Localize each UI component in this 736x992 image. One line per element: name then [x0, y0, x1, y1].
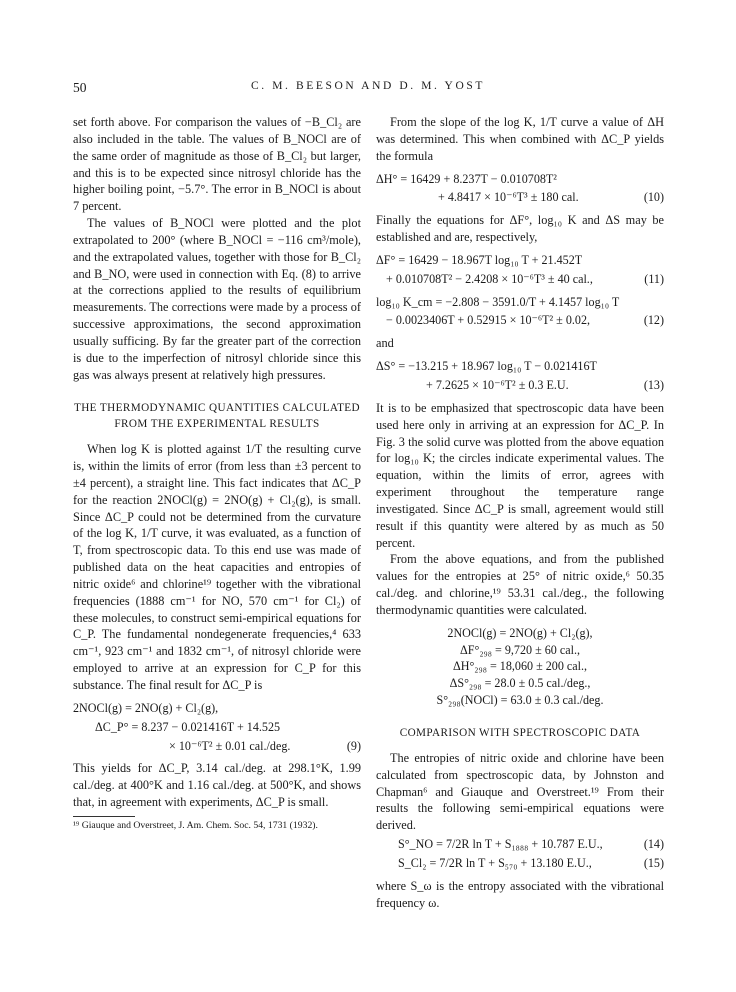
footnote-rule: [73, 816, 135, 817]
paragraph: When log K is plotted against 1/T the resulting curve is, within the limits of error (from less than ±3 percent to ±4 percent), a straight line. This fact indicates that ΔC_P for the reaction 2NOCl(g) = 2NO(g) + Cl₂(g), is small. Since ΔC_P could not be determined from the curvature of the log K, 1/T curve, it was evaluated, as a function of T, from spectroscopic data. To this end use was made of published data on the heat capacities and entropies of nitric oxide⁶ and chlorine¹⁹ together with the vibrational frequencies (1888 cm⁻¹ for NO, 570 cm⁻¹ for Cl₂) of these molecules, to construct semi-empirical equations for C_P. The fundamental nondegenerate frequencies,⁴ 633 cm⁻¹, 923 cm⁻¹ and 1832 cm⁻¹, of nitrosyl chloride were employed to arrive at an expression for C_P for this substance. The final result for ΔC_P is: [73, 442, 361, 692]
result-line: 2NOCl(g) = 2NO(g) + Cl₂(g),: [447, 625, 593, 640]
equation-line: ΔC_P° = 8.237 − 0.021416T + 14.525: [95, 719, 281, 734]
equation-10: [376, 171, 664, 207]
paragraph: Finally the equations for ΔF°, log₁₀ K and ΔS may be established and are, respectively,: [376, 213, 664, 245]
footnote: ¹⁹ Giauque and Overstreet, J. Am. Chem. Soc. 54, 1731 (1932).: [73, 819, 318, 831]
page-header: [73, 80, 663, 98]
page-number: 50: [73, 80, 87, 95]
equation-11: [376, 252, 664, 288]
right-column: [376, 114, 664, 911]
equation-text: − 0.0023406T + 0.52915 × 10⁻⁶T² ± 0.02,: [386, 313, 591, 328]
running-head: C. M. BEESON AND D. M. YOST: [251, 80, 485, 92]
result-line: ΔS°₂₉₈ = 28.0 ± 0.5 cal./deg.,: [449, 676, 591, 691]
left-column: [73, 114, 361, 832]
equation-line: [376, 271, 664, 288]
equation-line: 2NOCl(g) = 2NO(g) + Cl₂(g),: [73, 700, 219, 715]
equation-number: (15): [643, 855, 664, 870]
equation-number: (9): [346, 738, 361, 753]
equation-number: (11): [644, 271, 664, 286]
equation-line: [376, 312, 664, 329]
paragraph: The values of B_NOCl were plotted and the plot extrapolated to 200° (where B_NOCl = −116 cm³/mole), and the extrapolated values, together with those for B_Cl₂ and B_NO, were used in connection with Eq. (8) to arrive at the corrections applied to the results of equilibrium measurements. The corrections were made by a process of successive approximations, the second approximation usually sufficing. By far the greater part of the correction is due to the imperfection of nitrosyl chloride since this gas was always present at relatively high pressures.: [73, 216, 361, 382]
equation-9: [73, 700, 361, 755]
equation-line: [376, 377, 664, 394]
equation-line: [376, 189, 664, 206]
equation-14: [376, 836, 664, 853]
paragraph: This yields for ΔC_P, 3.14 cal./deg. at 298.1°K, 1.99 cal./deg. at 400°K and 1.16 cal./deg. at 500°K, and shows that, in agreement with experiments, ΔC_P is small.: [73, 761, 361, 810]
paragraph: It is to be emphasized that spectroscopic data have been used here only in arriving at an expression for ΔC_P. In Fig. 3 the solid curve was plotted from the above equation for log₁₀ K; the circles indicate experimental values. The equation, within the limits of error, agrees with experiment throughout the temperature range investigated. Since ΔC_P is small, agreement would still result if this quantity were altered by as much as 50 percent.: [376, 400, 664, 550]
equation-line: ΔF° = 16429 − 18.967T log₁₀ T + 21.452T: [376, 252, 583, 267]
result-line: ΔH°₂₉₈ = 18,060 ± 200 cal.,: [452, 659, 588, 674]
section-heading: THE THERMODYNAMIC QUANTITIES CALCULATED FROM THE EXPERIMENTAL RESULTS: [73, 401, 361, 431]
equation-line: ΔS° = −13.215 + 18.967 log₁₀ T − 0.021416T: [376, 359, 597, 374]
equation-number: (12): [643, 313, 664, 328]
equation-number: (13): [643, 377, 664, 392]
paragraph: The entropies of nitric oxide and chlorine have been calculated from spectroscopic data, by Johnston and Chapman⁶ and Giauque and Overstreet.¹⁹ From their results the following semi-empirical equations were derived.: [376, 750, 664, 833]
result-line: ΔF°₂₉₈ = 9,720 ± 60 cal.,: [459, 642, 580, 657]
equation-text: × 10⁻⁶T² ± 0.01 cal./deg.: [169, 738, 291, 753]
equation-12: [376, 294, 664, 330]
equation-13: [376, 358, 664, 394]
paragraph: From the slope of the log K, 1/T curve a value of ΔH was determined. This when combined with ΔC_P yields the formula: [376, 115, 664, 163]
equation-text: S_Cl₂ = 7/2R ln T + S₅₇₀ + 13.180 E.U.,: [398, 855, 592, 870]
equation-text: S°_NO = 7/2R ln T + S₁₈₈₈ + 10.787 E.U.,: [398, 837, 603, 852]
result-line: S°₂₉₈(NOCl) = 63.0 ± 0.3 cal./deg.: [436, 693, 604, 708]
equation-line: [73, 738, 361, 755]
paragraph: From the above equations, and from the published values for the entropies at 25° of nitric oxide,⁶ 50.35 cal./deg. and chlorine,¹⁹ 53.31 cal./deg., the following thermodynamic quantities were calculated.: [376, 552, 664, 617]
paragraph: set forth above. For comparison the values of −B_Cl₂ are also included in the table. The values of B_NOCl are of the same order of magnitude as those of B_Cl₂ but larger, and this is to be expected since nitrosyl chloride has the higher boiling point, −5.7°. The error in B_NOCl is about 7 percent.: [73, 115, 361, 214]
equation-15: [376, 855, 664, 872]
paragraph: and: [376, 336, 394, 351]
equation-line: ΔH° = 16429 + 8.237T − 0.010708T²: [376, 171, 557, 186]
paragraph: where S_ω is the entropy associated with the vibrational frequency ω.: [376, 878, 664, 910]
equation-text: + 0.010708T² − 2.4208 × 10⁻⁶T³ ± 40 cal.,: [386, 271, 593, 286]
results-block: [376, 625, 664, 709]
equation-number: (10): [643, 190, 664, 205]
section-heading: COMPARISON WITH SPECTROSCOPIC DATA: [399, 727, 641, 739]
equation-text: + 7.2625 × 10⁻⁶T² ± 0.3 E.U.: [426, 377, 569, 392]
equation-text: + 4.8417 × 10⁻⁶T³ ± 180 cal.: [438, 190, 579, 205]
equation-line: log₁₀ K_cm = −2.808 − 3591.0/T + 4.1457 log₁₀ T: [376, 294, 620, 309]
equation-number: (14): [643, 837, 664, 852]
